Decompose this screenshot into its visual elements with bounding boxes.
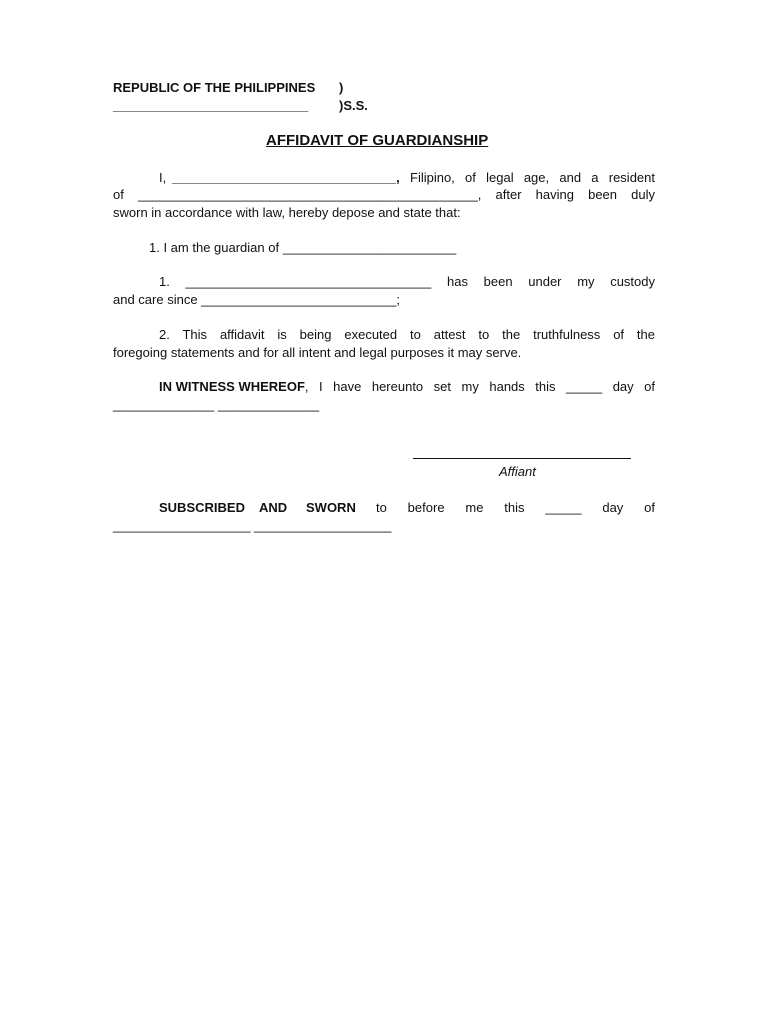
para1-line1-rest: Filipino, of legal age, and a resident — [410, 170, 655, 185]
venue-blank-line: ___________________________ — [113, 98, 309, 113]
subscribed-line2: ___________________ ___________________ — [113, 518, 392, 533]
para1-i: I, — [159, 170, 167, 185]
witness-line2: ______________ ______________ — [113, 397, 320, 412]
witness-rest: , I have hereunto set my hands this _____ day of — [304, 379, 655, 394]
para1-name-blank: _______________________________, — [172, 170, 400, 185]
witness-bold: IN WITNESS WHEREOF — [159, 379, 305, 394]
attest-line1: 2. This affidavit is being executed to attest to the truthfulness of the — [159, 327, 655, 342]
sworn-word: SWORN — [306, 500, 356, 515]
document-title: AFFIDAVIT OF GUARDIANSHIP — [266, 132, 489, 149]
attest-line2: foregoing statements and for all intent and legal purposes it may serve. — [113, 345, 522, 360]
affiant-label: Affiant — [499, 464, 536, 479]
para1-line2: of _______________________________________________, after having been duly — [113, 187, 655, 202]
custody-line1: 1. __________________________________ has been under my custody — [159, 274, 655, 289]
subscribed-rest: to before me this _____ day of — [376, 500, 655, 515]
subscribed-word: SUBSCRIBED — [159, 500, 245, 515]
custody-line2: and care since ___________________________; — [113, 292, 400, 307]
republic-heading: REPUBLIC OF THE PHILIPPINES — [113, 80, 316, 95]
header-paren: ) — [339, 80, 344, 95]
ss-label: )S.S. — [339, 98, 368, 113]
and-word: AND — [259, 500, 288, 515]
witness-line1 — [159, 379, 655, 394]
signature-line — [413, 458, 631, 459]
guardian-statement: 1. I am the guardian of ________________________ — [149, 240, 457, 255]
para1-line3: sworn in accordance with law, hereby depose and state that: — [113, 205, 461, 220]
